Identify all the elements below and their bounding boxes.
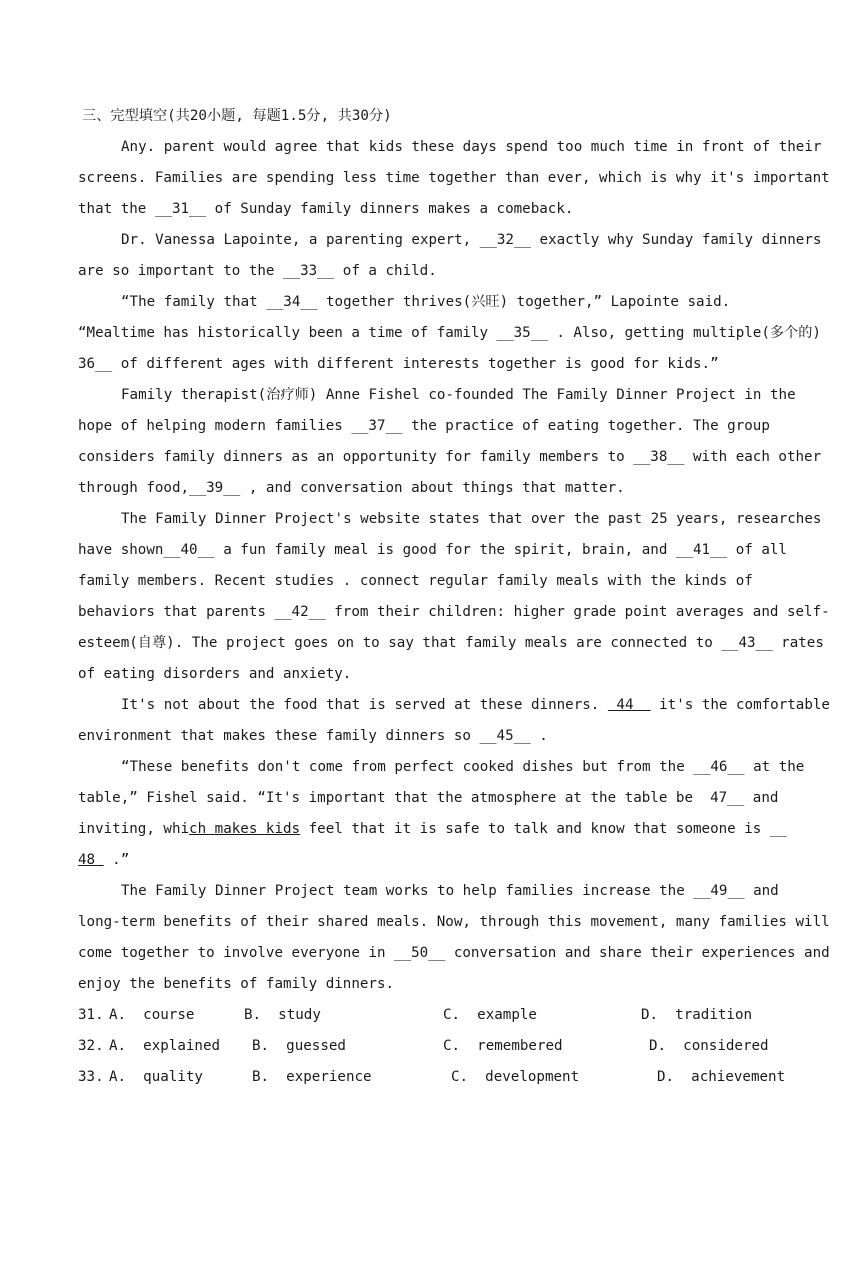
passage-text: of eating disorders and anxiety. (78, 666, 352, 682)
passage-line (78, 659, 794, 690)
passage-line (78, 411, 794, 442)
passage-line (78, 442, 822, 473)
passage-text: family members. Recent studies . connect regular family meals with the kinds of (78, 573, 753, 589)
passage-text: enjoy the benefits of family dinners. (78, 976, 395, 992)
cloze-passage (78, 132, 830, 1000)
option-c: C. example (443, 1007, 537, 1023)
option-d: D. achievement (657, 1069, 786, 1085)
passage-text: through food,__39__ , and conversation about things that matter. (78, 480, 625, 496)
option-d: D. tradition (641, 1007, 753, 1023)
passage-text: The Family Dinner Project team works to help families increase the __49__ and (121, 883, 779, 899)
option-a: A. course (109, 1007, 195, 1023)
passage-text: hope of helping modern families __37__ the practice of eating together. The group (78, 418, 770, 434)
passage-line (78, 876, 794, 907)
passage-line (78, 907, 830, 938)
underlined-text: ch makes kids (189, 821, 301, 837)
passage-line (78, 814, 794, 845)
passage-text: table,” Fishel said. “It's important that the atmosphere at the table be 47__ and (78, 790, 779, 806)
passage-text: esteem(自尊). The project goes on to say that family meals are connected to __43__ rates (78, 635, 824, 651)
passage-text: feel that it is safe to talk and know that someone is __ (300, 821, 787, 837)
passage-line (78, 752, 805, 783)
question-row (78, 1062, 794, 1093)
section-title: 三、完型填空(共20小题, 每题1.5分, 共30分) (82, 108, 392, 124)
passage-line (78, 256, 794, 287)
question-row (78, 1000, 794, 1031)
passage-text: that the __31__ of Sunday family dinners makes a comeback. (78, 201, 574, 217)
option-c: C. development (451, 1069, 580, 1085)
passage-line (78, 628, 824, 659)
option-a: A. explained (109, 1038, 221, 1054)
passage-text: Family therapist(治疗师) Anne Fishel co-founded The Family Dinner Project in the (121, 387, 796, 403)
passage-line (78, 194, 794, 225)
question-row (78, 1031, 794, 1062)
option-b: B. experience (252, 1069, 372, 1085)
question-number: 31. (78, 1007, 104, 1023)
passage-text: considers family dinners as an opportunity for family members to __38__ with each other (78, 449, 822, 465)
passage-line (78, 690, 830, 721)
passage-line (78, 504, 822, 535)
passage-text: The Family Dinner Project's website states that over the past 25 years, researches (121, 511, 822, 527)
passage-line (78, 380, 794, 411)
passage-line (78, 287, 794, 318)
option-a: A. quality (109, 1069, 203, 1085)
passage-line (78, 845, 794, 876)
exam-page (78, 101, 830, 1093)
question-number: 33. (78, 1069, 104, 1085)
passage-text: “The family that __34__ together thrives(兴旺) together,” Lapointe said. (121, 294, 731, 310)
passage-text: long-term benefits of their shared meals. Now, through this movement, many families will (78, 914, 830, 930)
option-b: B. guessed (252, 1038, 346, 1054)
passage-line (78, 597, 830, 628)
answer-options (78, 1000, 794, 1093)
blank-48: 48 (78, 852, 104, 868)
passage-text: .” (103, 852, 130, 868)
passage-text: environment that makes these family dinners so __45__ . (78, 728, 548, 744)
passage-text: Dr. Vanessa Lapointe, a parenting expert, __32__ exactly why Sunday family dinners (121, 232, 822, 248)
passage-text: it's the comfortable (650, 697, 830, 713)
option-c: C. remembered (443, 1038, 563, 1054)
passage-line (78, 225, 822, 256)
passage-line (78, 318, 821, 349)
passage-text: are so important to the __33__ of a child. (78, 263, 437, 279)
passage-line (78, 349, 794, 380)
passage-text: screens. Families are spending less time together than ever, which is why it's important (78, 170, 830, 186)
passage-line (78, 938, 830, 969)
passage-line (78, 473, 794, 504)
passage-line (78, 783, 794, 814)
passage-text: inviting, whi (78, 821, 190, 837)
passage-text: come together to involve everyone in __50__ conversation and share their experiences and (78, 945, 830, 961)
passage-line (78, 969, 794, 1000)
blank-44: 44 (607, 697, 651, 713)
passage-text: 36__ of different ages with different interests together is good for kids.” (78, 356, 719, 372)
passage-text: “These benefits don't come from perfect cooked dishes but from the __46__ at the (121, 759, 805, 775)
passage-line (78, 566, 794, 597)
passage-text: behaviors that parents __42__ from their children: higher grade point averages and self- (78, 604, 830, 620)
passage-text: have shown__40__ a fun family meal is good for the spirit, brain, and __41__ of all (78, 542, 787, 558)
passage-line (78, 163, 830, 194)
passage-text: “Mealtime has historically been a time of family __35__ . Also, getting multiple(多个的) (78, 325, 821, 341)
question-number: 32. (78, 1038, 104, 1054)
passage-line (78, 535, 794, 566)
passage-line (78, 721, 794, 752)
option-d: D. considered (649, 1038, 769, 1054)
option-b: B. study (244, 1007, 321, 1023)
passage-line (78, 132, 822, 163)
passage-text: Any. parent would agree that kids these days spend too much time in front of their (121, 139, 822, 155)
passage-text: It's not about the food that is served at these dinners. (121, 697, 608, 713)
